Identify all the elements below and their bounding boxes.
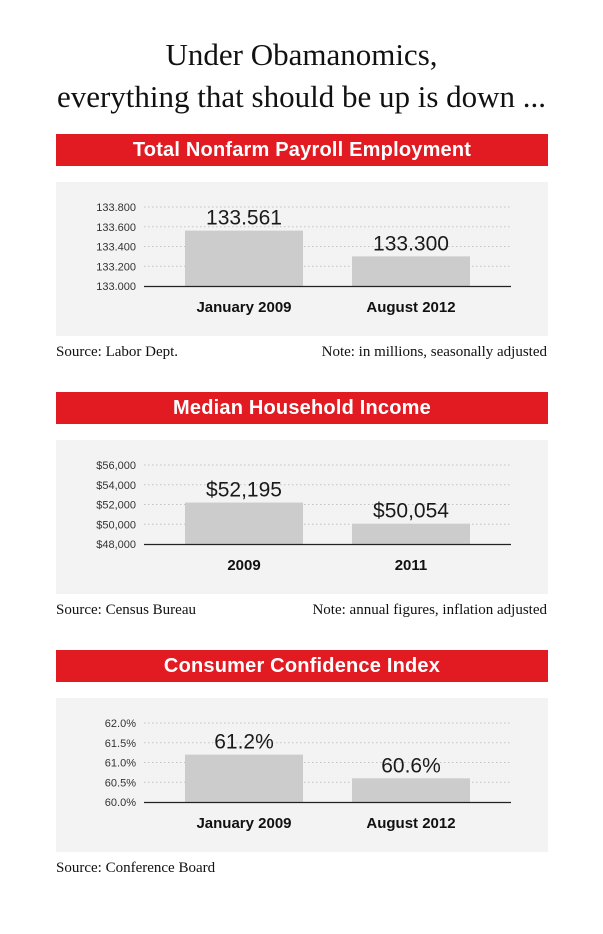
bar	[352, 524, 470, 544]
y-tick-label: $50,000	[96, 519, 136, 532]
y-tick-label: 60.5%	[104, 777, 136, 790]
chart-1-panel	[56, 182, 548, 336]
y-tick-label: 61.5%	[104, 737, 136, 750]
x-category-label: August 2012	[366, 299, 456, 316]
y-tick-label: 61.0%	[104, 757, 136, 770]
x-category-label: January 2009	[196, 299, 292, 316]
y-tick-label: $56,000	[96, 460, 136, 472]
y-tick-label: 133.600	[96, 221, 136, 234]
chart-2-note: Note: annual figures, inflation adjusted	[312, 602, 547, 618]
headline	[0, 34, 603, 118]
y-tick-label: 133.000	[96, 281, 136, 293]
chart-1-note: Note: in millions, seasonally adjusted	[321, 344, 547, 360]
bar	[185, 231, 303, 286]
chart-2-panel	[56, 440, 548, 594]
chart-3-title: Consumer Confidence Index	[56, 650, 548, 682]
y-tick-label: 60.0%	[104, 797, 136, 809]
bar	[185, 755, 303, 802]
y-tick-label: 62.0%	[104, 718, 136, 730]
bar-value-label: 133.561	[206, 206, 282, 230]
chart-1-source: Source: Labor Dept.	[56, 344, 179, 360]
bar-value-label: $50,054	[373, 499, 449, 523]
bar	[185, 503, 303, 544]
y-tick-label: $54,000	[96, 479, 136, 492]
bar-value-label: 133.300	[373, 232, 449, 256]
y-tick-label: 133.800	[96, 202, 136, 214]
bar	[352, 778, 470, 802]
bar	[352, 256, 470, 286]
chart-1-svg	[56, 182, 548, 336]
y-tick-label: $52,000	[96, 499, 136, 512]
chart-3-source: Source: Conference Board	[56, 860, 216, 876]
chart-2-source: Source: Census Bureau	[56, 602, 196, 618]
chart-2-title: Median Household Income	[56, 392, 548, 424]
y-tick-label: 133.400	[96, 241, 136, 254]
x-category-label: August 2012	[366, 815, 456, 832]
bar-value-label: 60.6%	[381, 754, 441, 778]
chart-1-title: Total Nonfarm Payroll Employment	[56, 134, 548, 166]
x-category-label: 2009	[227, 557, 261, 574]
headline-line-1: Under Obamanomics,	[165, 37, 438, 72]
bar-value-label: $52,195	[206, 478, 282, 502]
x-category-label: January 2009	[196, 815, 292, 832]
chart-3-svg	[56, 698, 548, 852]
headline-line-2: everything that should be up is down ...	[56, 79, 547, 114]
x-category-label: 2011	[394, 557, 428, 574]
y-tick-label: 133.200	[96, 261, 136, 274]
bar-value-label: 61.2%	[214, 730, 274, 754]
chart-3-panel	[56, 698, 548, 852]
y-tick-label: $48,000	[96, 539, 136, 551]
chart-2-svg	[56, 440, 548, 594]
